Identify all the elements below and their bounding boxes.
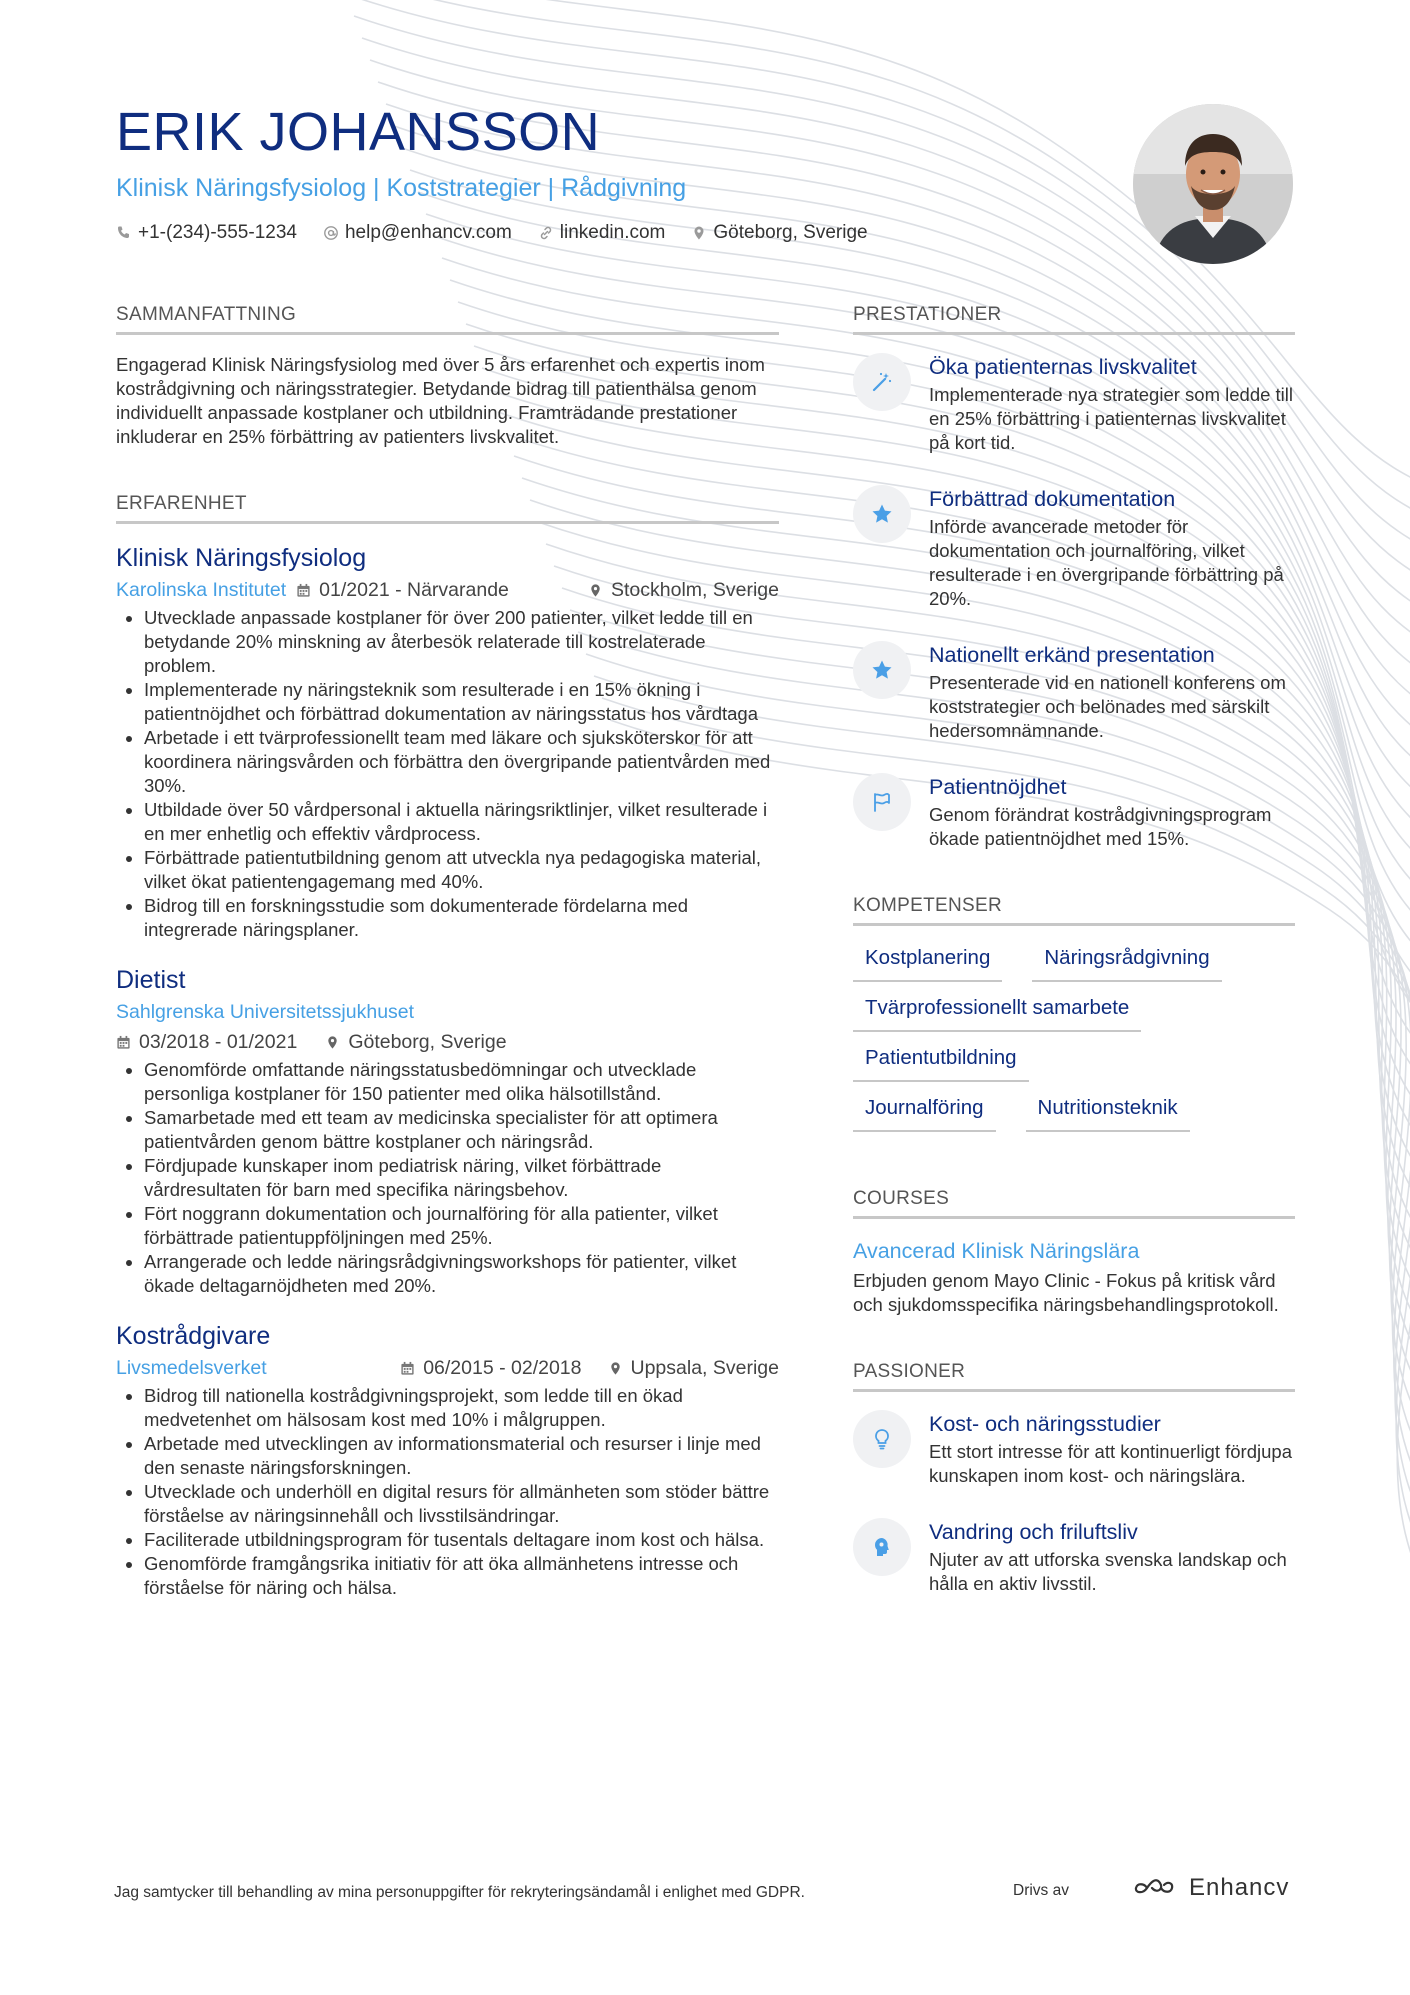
star-icon [870,502,894,526]
calendar-icon [400,1361,415,1376]
job-bullet: • Bidrog till en forskningsstudie som dokumenterade fördelarna med integrerade näringsplaner. [144,894,779,942]
contact-linkedin[interactable] [538,222,666,244]
job-bullet: • Samarbetade med ett team av medicinska specialister för att optimera patientvården genom bättre kostplaner och näringsråd. [144,1106,779,1154]
enhancv-logo-icon [1133,1875,1179,1901]
head-icon [870,1535,894,1559]
job-location-text: Uppsala, Sverige [630,1357,779,1379]
passion-item [853,1410,1295,1488]
job-entry [116,1320,779,1600]
job-company: Sahlgrenska Universitetssjukhuset [116,1001,415,1023]
achievement-description: Implementerade nya strategier som ledde till en 25% förbättring i patienternas livskvalitet på kort tid. [929,384,1294,453]
contact-email[interactable] [323,222,512,244]
achievement-item [853,485,1295,611]
location-pin-icon [691,225,707,241]
achievement-item [853,641,1295,743]
achievement-description: Presenterade vid en nationell konferens om koststrategier och belönades med särskilt hedersomnämnande. [929,672,1286,741]
job-meta [116,576,779,604]
candidate-name: ERIK JOHANSSON [116,102,601,162]
lightbulb-icon [870,1427,894,1451]
job-bullet: • Genomförde framgångsrika initiativ för att öka allmänhetens intresse och förståelse för näring och hälsa. [144,1552,779,1600]
achievement-icon-badge [853,485,911,543]
job-dates-text: 06/2015 - 02/2018 [423,1357,582,1379]
contact-email-text: help@enhancv.com [344,222,512,243]
candidate-headline: Klinisk Näringsfysiolog | Koststrategier | Rådgivning [116,174,687,202]
flag-icon [870,790,894,814]
job-bullet: • Utvecklade anpassade kostplaner för över 200 patienter, vilket ledde till en betydande 20% minskning av återbesök relaterade till kostrelaterade problem. [144,606,779,678]
skill-tag: Nutritionsteknik [1026,1094,1190,1132]
job-dates [116,1028,297,1056]
job-dates-text: 03/2018 - 01/2021 [139,1031,298,1053]
job-bullet: • Utbildade över 50 vårdpersonal i aktuella näringsriktlinjer, vilket resulterade i en mer enhetlig och effektiv vårdprocess. [144,798,779,846]
job-dates [400,1354,581,1382]
job-location-text: Stockholm, Sverige [611,579,779,601]
course-description: Erbjuden genom Mayo Clinic - Fokus på kritisk vård och sjukdomsspecifika näringsbehandlingsprotokoll. [853,1270,1279,1315]
job-bullets [116,1058,779,1298]
location-pin-icon [588,583,603,598]
achievement-title: Patientnöjdhet [929,775,1067,799]
contact-location [691,222,867,244]
achievement-title: Nationellt erkänd presentation [929,643,1215,667]
job-meta [116,1354,779,1382]
passion-icon-badge [853,1410,911,1468]
skill-tag: Tvärprofessionellt samarbete [853,994,1141,1032]
passion-title: Vandring och friluftsliv [929,1520,1138,1544]
location-pin-icon [608,1361,623,1376]
achievement-description: Genom förändrat kostrådgivningsprogram ökade patientnöjdhet med 15%. [929,804,1272,849]
job-title: Dietist [116,966,186,994]
gdpr-consent-text: Jag samtycker till behandling av mina personuppgifter för rekryteringsändamål i enlighet med GDPR. [114,1884,805,1901]
achievement-item [853,773,1295,851]
contact-phone[interactable] [116,222,297,244]
job-bullet: • Arbetade i ett tvärprofessionellt team med läkare och sjuksköterskor för att koordinera näringsvården och förbättra den övergripande patientvården med 30%. [144,726,779,798]
skills-list [853,944,1293,1132]
job-bullets [116,1384,779,1600]
job-bullet: • Utvecklade och underhöll en digital resurs för allmänheten som stöder bättre förståelse av näringsinnehåll och livsstilsändringar. [144,1480,779,1528]
job-location [608,1354,780,1382]
phone-icon [116,225,132,241]
star-icon [870,658,894,682]
job-meta-secondary [116,1028,779,1056]
at-icon [323,225,339,241]
courses-heading: COURSES [853,1188,1295,1219]
experience-heading: ERFARENHET [116,493,779,524]
job-location [325,1028,506,1056]
job-title: Klinisk Näringsfysiolog [116,544,367,572]
skills-heading: KOMPETENSER [853,895,1295,926]
calendar-icon [116,1035,131,1050]
summary-text: Engagerad Klinisk Näringsfysiolog med över 5 års erfarenhet och expertis inom kostrådgivning och näringsstrategier. Betydande bidrag till patienthälsa genom individuellt anpassade kostplaner och utbildning. Framträdande prestationer inkluderar en 25% förbättring av patienters livskvalitet. [116,354,765,447]
contact-row [116,222,1116,244]
job-bullet: • Förbättrade patientutbildning genom att utveckla nya pedagogiska material, vilket ökat patientengagemang med 40%. [144,846,779,894]
achievement-icon-badge [853,353,911,411]
job-bullet: • Arbetade med utvecklingen av informationsmaterial och resurser i linje med den senaste näringsforskningen. [144,1432,779,1480]
avatar-illustration [1133,104,1293,264]
job-dates [296,576,509,604]
enhancv-logo-text: Enhancv [1189,1874,1290,1901]
job-entry [116,542,779,942]
course-title: Avancerad Klinisk Näringslära [853,1239,1140,1263]
passion-item [853,1518,1295,1596]
skill-tag: Journalföring [853,1094,996,1132]
magic-wand-icon [870,370,894,394]
contact-linkedin-text: linkedin.com [559,222,666,243]
job-title: Kostrådgivare [116,1322,271,1350]
job-location-text: Göteborg, Sverige [348,1031,507,1053]
job-bullet: • Fördjupade kunskaper inom pediatrisk näring, vilket förbättrade vårdresultaten för barn med specifika näringsbehov. [144,1154,779,1202]
right-column [853,304,1295,1626]
achievement-icon-badge [853,641,911,699]
summary-heading: SAMMANFATTNING [116,304,779,335]
skill-tag: Näringsrådgivning [1032,944,1221,982]
achievements-heading: PRESTATIONER [853,304,1295,335]
passions-heading: PASSIONER [853,1361,1295,1392]
job-bullet: • Implementerade ny näringsteknik som resulterade i en 15% ökning i patientnöjdhet och förbättrad dokumentation av näringsstatus hos vårdtaga [144,678,779,726]
course-item [853,1237,1295,1317]
job-location [588,576,779,604]
passion-description: Njuter av att utforska svenska landskap och hålla en aktiv livsstil. [929,1549,1287,1594]
achievement-title: Förbättrad dokumentation [929,487,1176,511]
contact-location-text: Göteborg, Sverige [713,222,868,243]
contact-phone-text: +1-(234)-555-1234 [138,222,297,243]
powered-by-label: Drivs av [1013,1882,1069,1899]
passion-title: Kost- och näringsstudier [929,1412,1161,1436]
passion-icon-badge [853,1518,911,1576]
achievement-title: Öka patienternas livskvalitet [929,355,1197,379]
job-bullet: • Arrangerade och ledde näringsrådgivningsworkshops för patienter, vilket ökade deltagarnöjdheten med 20%. [144,1250,779,1298]
page-footer [0,1874,1410,1910]
job-bullet: • Fört noggrann dokumentation och journalföring för alla patienter, vilket förbättrade patientuppföljningen med 25%. [144,1202,779,1250]
skill-tag: Patientutbildning [853,1044,1029,1082]
job-bullet: • Genomförde omfattande näringsstatusbedömningar och utvecklade personliga kostplaner för 150 patienter med olika hälsotillstånd. [144,1058,779,1106]
profile-photo [1133,104,1293,264]
job-company: Karolinska Institutet [116,579,287,601]
achievement-item [853,353,1295,455]
job-bullet: • Faciliterade utbildningsprogram för tusentals deltagare inom kost och hälsa. [144,1528,779,1552]
achievement-icon-badge [853,773,911,831]
job-entry [116,964,779,1298]
skill-tag: Kostplanering [853,944,1002,982]
left-column [116,304,779,1622]
calendar-icon [296,583,311,598]
link-icon [538,225,554,241]
enhancv-logo[interactable] [1133,1874,1289,1902]
location-pin-icon [325,1035,340,1050]
job-meta [116,998,779,1026]
achievement-description: Införde avancerade metoder för dokumentation och journalföring, vilket resulterade i en övergripande förbättring på 20%. [929,516,1284,609]
job-bullet: • Bidrog till nationella kostrådgivningsprojekt, som ledde till en ökad medvetenhet om hälsosam kost med 10% i målgruppen. [144,1384,779,1432]
job-company: Livsmedelsverket [116,1357,267,1379]
job-bullets [116,606,779,942]
job-dates-text: 01/2021 - Närvarande [319,579,509,601]
passion-description: Ett stort intresse för att kontinuerligt fördjupa kunskapen inom kost- och näringslära. [929,1441,1292,1486]
resume-header [116,100,1116,244]
